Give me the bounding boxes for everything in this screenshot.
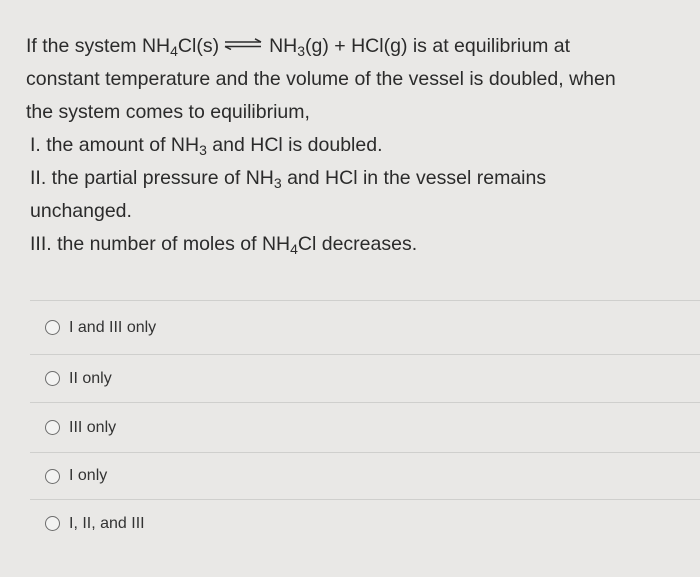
question-text-segment: and HCl in the vessel remains bbox=[281, 167, 547, 189]
option-label[interactable]: I only bbox=[69, 467, 108, 484]
answer-option[interactable] bbox=[30, 354, 700, 402]
question-text-segment: II. the partial pressure of NH bbox=[30, 167, 274, 189]
subscript: 4 bbox=[290, 241, 298, 257]
question-text-segment: NH bbox=[269, 35, 298, 57]
question-text-segment: I. the amount of NH bbox=[30, 134, 200, 156]
question-text-segment: Cl decreases. bbox=[297, 233, 418, 255]
radio-button-icon[interactable] bbox=[45, 420, 60, 435]
question-text-segment: If the system NH bbox=[26, 35, 171, 57]
question-line-3: the system comes to equilibrium, bbox=[26, 101, 310, 123]
question-line-2: constant temperature and the volume of the vessel is doubled, when bbox=[26, 68, 616, 90]
subscript: 3 bbox=[297, 43, 306, 59]
question-line-1 bbox=[26, 30, 694, 63]
question-text-segment: and HCl is doubled. bbox=[206, 134, 383, 156]
statement-i bbox=[26, 129, 694, 162]
answer-option[interactable] bbox=[30, 300, 700, 354]
question-text bbox=[26, 30, 694, 261]
subscript: 3 bbox=[199, 142, 207, 158]
statement-ii bbox=[26, 162, 694, 195]
radio-button-icon[interactable] bbox=[45, 469, 60, 484]
statement-iii bbox=[26, 228, 694, 261]
radio-button-icon[interactable] bbox=[45, 320, 60, 335]
subscript: 3 bbox=[273, 175, 282, 191]
answer-options bbox=[30, 300, 700, 547]
answer-option[interactable] bbox=[30, 499, 700, 547]
answer-option[interactable] bbox=[30, 402, 700, 452]
answer-option[interactable] bbox=[30, 452, 700, 499]
option-label[interactable]: I and III only bbox=[69, 318, 157, 336]
radio-button-icon[interactable] bbox=[45, 371, 60, 386]
question-text-segment: III. the number of moles of NH bbox=[30, 233, 291, 255]
question-text-segment: (g) + HCl(g) is at equilibrium at bbox=[305, 35, 571, 57]
subscript: 4 bbox=[170, 43, 178, 59]
option-label[interactable]: III only bbox=[69, 418, 117, 436]
radio-button-icon[interactable] bbox=[45, 516, 60, 531]
option-label[interactable]: II only bbox=[69, 369, 112, 387]
question-text-segment: Cl(s) bbox=[177, 35, 220, 57]
option-label[interactable]: I, II, and III bbox=[69, 514, 145, 532]
equilibrium-arrow-icon bbox=[223, 38, 263, 50]
statement-ii-continued: unchanged. bbox=[30, 200, 132, 222]
